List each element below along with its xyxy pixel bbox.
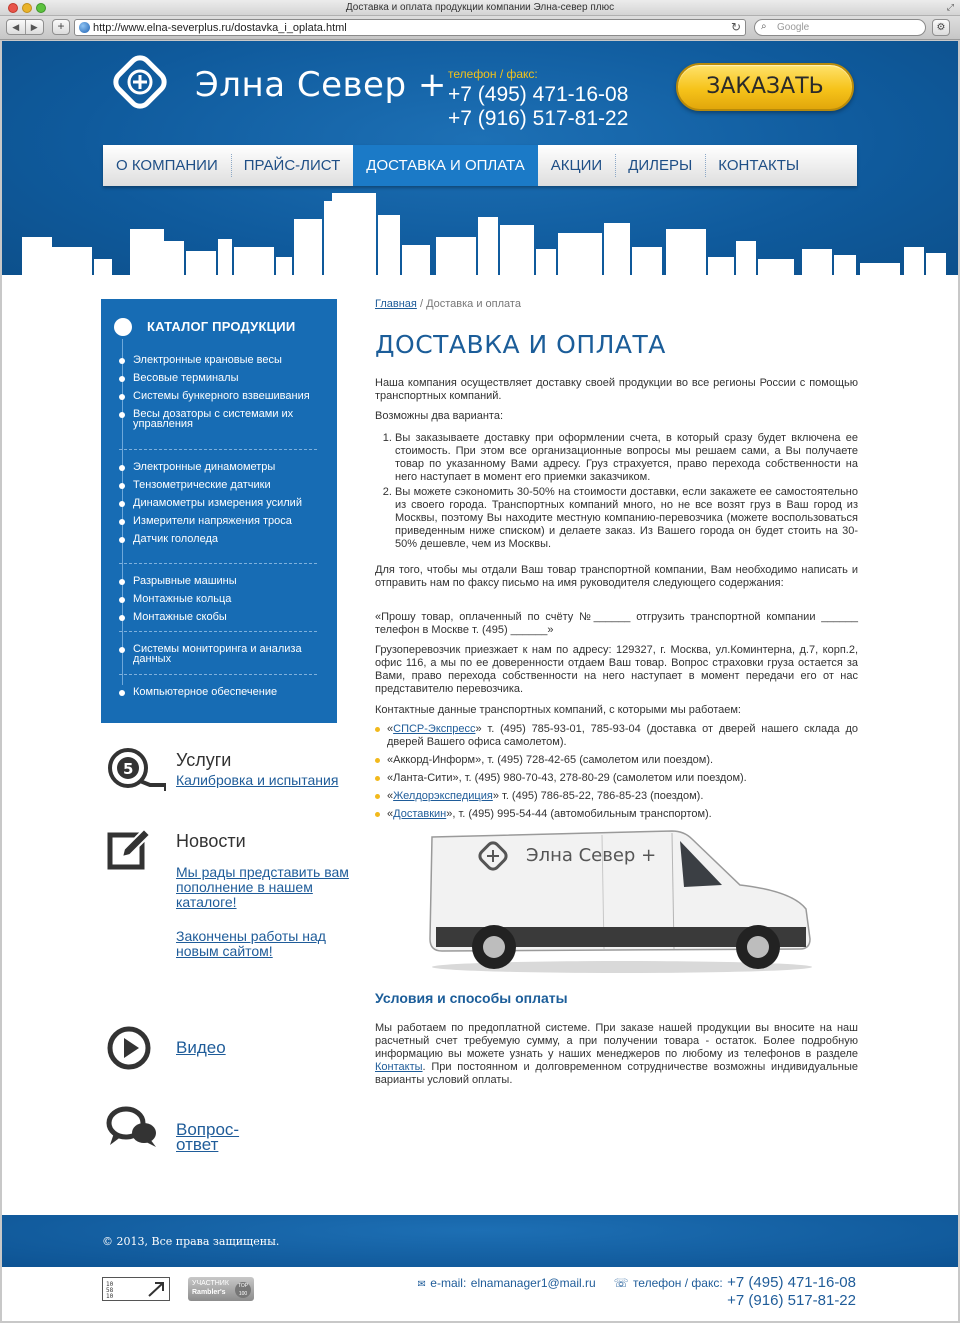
carrier-item: «Аккорд-Информ», т. (495) 728-42-65 (самолетом или поездом). bbox=[375, 754, 858, 767]
mail-icon: ✉ bbox=[417, 1279, 426, 1290]
site-header bbox=[2, 41, 958, 287]
forward-button[interactable]: ▶ bbox=[25, 20, 44, 34]
nav-contacts[interactable]: КОНТАКТЫ bbox=[705, 145, 812, 186]
catalog-divider bbox=[119, 563, 317, 564]
catalog-item[interactable]: Компьютерное обеспечение bbox=[121, 687, 317, 697]
breadcrumb-separator: / bbox=[419, 298, 423, 310]
phone-label: телефон / факс: bbox=[448, 67, 538, 81]
rambler-top100-counter[interactable]: УЧАСТНИК Rambler's TOP 100 bbox=[188, 1277, 254, 1301]
catalog-group bbox=[121, 687, 317, 705]
nav-price-list[interactable]: ПРАЙС-ЛИСТ bbox=[231, 145, 354, 186]
services-title: Услуги bbox=[176, 750, 232, 770]
reload-icon[interactable]: ↻ bbox=[730, 20, 741, 34]
edit-icon bbox=[106, 827, 152, 873]
catalog-item[interactable]: Электронные динамометры bbox=[121, 462, 317, 472]
nav-delivery-payment[interactable]: ДОСТАВКА И ОПЛАТА bbox=[353, 145, 538, 186]
catalog-group bbox=[121, 576, 317, 630]
footer-phone-label: телефон / факс: bbox=[632, 1276, 723, 1290]
footer-contact-line bbox=[417, 1274, 856, 1292]
nav-dealers[interactable]: ДИЛЕРЫ bbox=[615, 145, 705, 186]
van-brand-text: Элна Север + bbox=[526, 845, 657, 866]
svg-text:5: 5 bbox=[123, 760, 134, 778]
globe-icon bbox=[79, 22, 90, 33]
catalog-item[interactable]: Монтажные кольца bbox=[121, 594, 317, 604]
footer-email[interactable]: elnamanager1@mail.ru bbox=[470, 1276, 596, 1290]
logo-icon[interactable] bbox=[106, 55, 174, 113]
carrier-link[interactable]: Доставкин bbox=[393, 808, 447, 820]
video-link[interactable]: Видео bbox=[176, 1038, 226, 1057]
catalog-divider bbox=[119, 631, 317, 632]
back-button[interactable]: ◀ bbox=[12, 22, 20, 32]
city-skyline-illustration bbox=[2, 189, 958, 287]
variants-list bbox=[375, 432, 858, 553]
carrier-paragraph: Грузоперевозчик приезжает к нам по адресу: 129327, г. Москва, ул.Коминтерна, д.7, корп.2, офис 116, а мы по ее доверенности отдаем Ваш товар. Вопрос страховки груза остается за Вами, право перехода собственности на него наступает в момент передачи его от нас представителю перевозчика. bbox=[375, 644, 858, 695]
variant-item: 2. Вы можете сэкономить 30-50% на стоимости доставки, если закажете ее самостоятельно из своего города. Транспортных компаний много, но не все возят груз в Ваш город из Москвы, поэтому Вы находите местную компанию-перевозчика (можете воспользоваться приведенным ниже списком) и делаете заказ. Из Вашего города он будет стоить на 30-50% дешевле, чем из Москвы. bbox=[395, 486, 858, 551]
carrier-link[interactable]: СПСР-Экспресс bbox=[393, 723, 476, 735]
fullscreen-icon[interactable]: ⤢ bbox=[946, 2, 954, 12]
search-input[interactable] bbox=[754, 19, 926, 36]
catalog-group bbox=[121, 462, 317, 552]
search-placeholder: Google bbox=[777, 22, 810, 33]
catalog-item[interactable]: Системы бункерного взвешивания bbox=[121, 391, 317, 401]
news-title: Новости bbox=[176, 831, 246, 851]
carrier-link[interactable]: Желдорэкспедиция bbox=[393, 790, 493, 802]
catalog-bullet-icon bbox=[114, 318, 132, 336]
catalog-title: КАТАЛОГ ПРОДУКЦИИ bbox=[147, 319, 296, 334]
delivery-van-image bbox=[422, 827, 814, 975]
catalog-group bbox=[121, 644, 317, 672]
settings-button[interactable]: ⚙ bbox=[932, 19, 950, 36]
site-footer bbox=[2, 1215, 958, 1267]
catalog-group bbox=[121, 355, 317, 437]
window-titlebar bbox=[0, 0, 960, 16]
footer-phone-1: +7 (495) 471-16-08 bbox=[727, 1274, 856, 1291]
product-catalog bbox=[101, 299, 337, 723]
order-button[interactable]: ЗАКАЗАТЬ bbox=[676, 63, 854, 111]
footer-phone-2: +7 (916) 517-81-22 bbox=[727, 1292, 856, 1309]
payment-paragraph: Мы работаем по предоплатной системе. При заказе нашей продукции вы вносите на наш расчетный счет требуемую сумму, а при получении товара - остаток. Более подробную информацию вы можете узнать у наших менеджеров по любому из телефонов в разделе Контакты. При постоянном и долговременном сотрудничестве возможны индивидуальные варианты условий оплаты. bbox=[375, 1022, 858, 1086]
catalog-item[interactable]: Динамометры измерения усилий bbox=[121, 498, 317, 508]
catalog-item[interactable]: Системы мониторинга и анализа данных bbox=[121, 644, 317, 664]
header-phone-2: +7 (916) 517-81-22 bbox=[448, 107, 629, 130]
footer-contact-line bbox=[727, 1292, 856, 1310]
catalog-item[interactable]: Тензометрические датчики bbox=[121, 480, 317, 490]
address-bar[interactable] bbox=[74, 19, 746, 36]
catalog-divider bbox=[119, 449, 317, 450]
contacts-link[interactable]: Контакты bbox=[375, 1061, 423, 1073]
catalog-divider bbox=[119, 674, 317, 675]
news-link-2[interactable]: Закончены работы над новым сайтом! bbox=[176, 928, 326, 959]
footer-email-label: e-mail: bbox=[430, 1276, 467, 1290]
variants-lead: Возможны два варианта: bbox=[375, 410, 504, 422]
contacts-lead: Контактные данные транспортных компаний, с которыми мы работаем: bbox=[375, 704, 741, 716]
catalog-item[interactable]: Весовые терминалы bbox=[121, 373, 317, 383]
carrier-item: «Желдорэкспедиция» т. (495) 786-85-22, 786-85-23 (поездом). bbox=[375, 790, 858, 803]
catalog-item[interactable]: Весы дозаторы с системами их управления bbox=[121, 409, 317, 429]
payment-title: Условия и способы оплаты bbox=[375, 990, 568, 1006]
nav-promotions[interactable]: АКЦИИ bbox=[550, 157, 603, 174]
add-bookmark-button[interactable]: + bbox=[52, 19, 70, 35]
url-text[interactable]: http://www.elna-severplus.ru/dostavka_i_oplata.html bbox=[93, 22, 347, 34]
nav-about[interactable]: О КОМПАНИИ bbox=[116, 157, 218, 174]
breadcrumb-current: Доставка и оплата bbox=[426, 298, 521, 310]
liveinternet-counter[interactable] bbox=[102, 1277, 170, 1301]
svg-text:10: 10 bbox=[106, 1281, 114, 1288]
catalog-item[interactable]: Измерители напряжения троса bbox=[121, 516, 317, 526]
catalog-item[interactable]: Монтажные скобы bbox=[121, 612, 317, 622]
intro-paragraph: Наша компания осуществляет доставку своей продукции во все регионы России с помощью транспортных компаний. bbox=[375, 377, 858, 402]
catalog-item[interactable]: Разрывные машины bbox=[121, 576, 317, 586]
carriers-list bbox=[375, 723, 858, 826]
catalog-item[interactable]: Электронные крановые весы bbox=[121, 355, 317, 365]
history-buttons bbox=[6, 19, 44, 35]
carrier-item: «СПСР-Экспресс» т. (495) 785-93-01, 785-93-04 (доставка от дверей нашего склада до дверей Вашего офиса самолетом). bbox=[375, 723, 858, 749]
carrier-item: «Ланта-Сити», т. (495) 980-70-43, 278-80-29 (самолетом или поездом). bbox=[375, 772, 858, 785]
svg-text:10: 10 bbox=[106, 1293, 114, 1300]
catalog-item[interactable]: Датчик гололеда bbox=[121, 534, 317, 544]
svg-text:58: 58 bbox=[106, 1287, 114, 1294]
page-title: ДОСТАВКА И ОПЛАТА bbox=[375, 330, 666, 359]
counter-icon bbox=[103, 1278, 169, 1300]
browser-toolbar bbox=[0, 16, 960, 40]
variant-item: 1. Вы заказываете доставку при оформлении счета, в который сразу будет включена ее стоимость. При этом все организационные вопросы мы решаем сами, а Вы получаете товар по указанному Вами адресу. Груз страхуется, право перехода собственности на него наступает в момент его приемки заказчиком. bbox=[395, 432, 858, 484]
carrier-item: «Доставкин», т. (495) 995-54-44 (автомобильным транспортом). bbox=[375, 808, 858, 821]
search-icon: ⌕ bbox=[761, 21, 767, 32]
breadcrumb bbox=[375, 298, 521, 310]
faq-link[interactable]: Вопрос-ответ bbox=[176, 1120, 240, 1154]
chat-bubbles-icon bbox=[106, 1105, 158, 1151]
window-title: Доставка и оплата продукции компании Элна-север плюс bbox=[345, 2, 615, 13]
services-number-icon bbox=[106, 747, 166, 793]
header-phone-1: +7 (495) 471-16-08 bbox=[448, 83, 629, 106]
logo-text[interactable]: Элна Север + bbox=[195, 65, 447, 105]
breadcrumb-home-link[interactable]: Главная bbox=[375, 298, 417, 310]
services-link[interactable]: Калибровка и испытания bbox=[176, 772, 339, 788]
news-link-1[interactable]: Мы рады представить вам пополнение в нашем каталоге! bbox=[176, 864, 349, 910]
play-icon bbox=[106, 1025, 152, 1071]
letter-template: «Прошу товар, оплаченный по счёту №______ отгрузить транспортной компании ______ телефон в Москве т. (495) ______» bbox=[375, 611, 858, 636]
page bbox=[2, 41, 958, 1321]
phone-icon: ☏ bbox=[613, 1276, 629, 1290]
letter-lead: Для того, чтобы мы отдали Ваш товар транспортной компании, Вам необходимо написать и отправить нам по факсу письмо на имя руководителя следующего содержания: bbox=[375, 564, 858, 589]
copyright: © 2013, Все права защищены. bbox=[102, 1235, 280, 1248]
main-nav bbox=[103, 145, 857, 186]
